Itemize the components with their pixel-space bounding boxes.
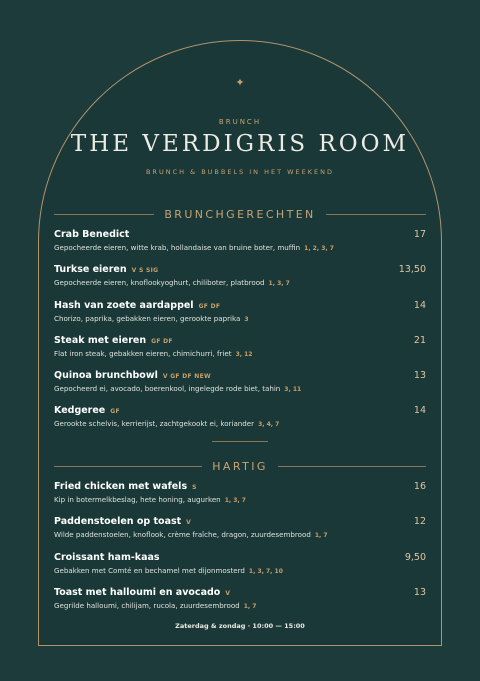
dietary-tags: S xyxy=(192,484,197,491)
section-heading: HARTIG xyxy=(212,460,268,473)
item-name: Fried chicken met wafels xyxy=(54,481,188,492)
menu-item xyxy=(54,552,426,575)
item-description xyxy=(54,243,426,252)
item-name: Paddenstoelen op toast xyxy=(54,516,182,528)
menu-item xyxy=(54,405,426,428)
section-rule-right xyxy=(326,214,426,215)
item-description-text: Gepocheerd ei, avocado, boerenkool, ingelegde rode biet, tahin xyxy=(54,384,281,394)
star-icon: ✦ xyxy=(235,76,245,89)
dietary-tags: V xyxy=(225,589,231,597)
dietary-tags: GF DF xyxy=(198,302,221,310)
item-name: Turkse eieren xyxy=(54,264,127,276)
dietary-tags: GF xyxy=(110,408,120,416)
section-title-hartig xyxy=(54,460,426,473)
section-heading: BRUNCHGERECHTEN xyxy=(164,208,316,221)
item-price: 21 xyxy=(413,334,426,346)
hartig-items xyxy=(54,481,426,622)
dietary-tags: V xyxy=(186,519,192,527)
item-price: 16 xyxy=(413,481,426,492)
section-rule-left xyxy=(54,466,202,467)
item-price: 13 xyxy=(413,586,426,598)
menu-item xyxy=(54,587,426,610)
item-price: 12 xyxy=(413,516,426,528)
item-name: Quinoa brunchbowl xyxy=(54,370,158,382)
item-description-text: Kip in botermelkbeslag, hete honing, augurken xyxy=(54,495,221,504)
section-rule-right xyxy=(278,466,426,467)
brunch-items xyxy=(54,229,426,441)
item-name: Toast met halloumi en avocado xyxy=(54,586,221,598)
item-description xyxy=(54,384,426,393)
item-description xyxy=(54,530,426,539)
item-price: 17 xyxy=(413,229,426,240)
item-description xyxy=(54,419,426,428)
item-description xyxy=(54,495,426,504)
item-name: Steak met eieren xyxy=(54,334,147,346)
allergen-codes: 3, 4, 7 xyxy=(258,421,280,429)
dietary-tags: V GF DF NEW xyxy=(162,373,211,381)
item-description-text: Wilde paddenstoelen, knoflook, crème fraîche, dragon, zuurdesembrood xyxy=(54,530,311,540)
item-name: Kedgeree xyxy=(54,405,106,417)
item-name: Croissant ham-kaas xyxy=(54,551,160,563)
dietary-tags: GF DF xyxy=(151,337,173,345)
allergen-codes: 1, 3, 7 xyxy=(224,497,246,504)
menu-item xyxy=(54,229,426,252)
menu-item xyxy=(54,335,426,358)
item-description-text: Gegrilde halloumi, chilijam, rucola, zuurdesembrood xyxy=(54,600,240,610)
allergen-codes: 1, 3, 7 xyxy=(268,280,290,288)
section-divider xyxy=(212,441,268,442)
allergen-codes: 3 xyxy=(244,315,249,323)
item-description xyxy=(54,349,426,358)
allergen-codes: 1, 7 xyxy=(243,602,257,610)
item-description xyxy=(54,278,426,287)
allergen-codes: 3, 12 xyxy=(235,350,253,358)
item-description-text: Flat iron steak, gebakken eieren, chimichurri, friet xyxy=(54,348,232,358)
item-price: 13,50 xyxy=(398,264,426,276)
item-price: 9,50 xyxy=(404,551,426,563)
item-description xyxy=(54,314,426,323)
item-description-text: Chorizo, paprika, gebakken eieren, gerookte paprika xyxy=(54,313,241,323)
allergen-codes: 1, 7 xyxy=(314,532,328,540)
item-description xyxy=(54,566,426,575)
allergen-codes: 1, 2, 3, 7 xyxy=(304,245,334,252)
menu-item xyxy=(54,370,426,393)
item-price: 14 xyxy=(413,299,426,311)
dietary-tags: V S SIG xyxy=(131,267,159,275)
menu-item xyxy=(54,264,426,287)
item-description-text: Gepocheerde eieren, witte krab, hollandaise van bruine boter, muffin xyxy=(54,243,301,252)
allergen-codes: 3, 11 xyxy=(284,386,302,394)
item-description-text: Gebakken met Comté en bechamel met dijonmosterd xyxy=(54,565,245,575)
item-name: Hash van zoete aardappel xyxy=(54,299,194,311)
opening-hours: Zaterdag & zondag · 10:00 — 15:00 xyxy=(175,622,305,630)
section-rule-left xyxy=(54,214,154,215)
menu-item xyxy=(54,300,426,323)
section-title-brunch xyxy=(54,208,426,221)
menu-eyebrow: BRUNCH xyxy=(218,118,262,126)
item-name: Crab Benedict xyxy=(54,229,130,240)
item-description xyxy=(54,601,426,610)
restaurant-tagline: BRUNCH & BUBBELS IN HET WEEKEND xyxy=(145,168,335,176)
menu-item xyxy=(54,481,426,504)
allergen-codes: 1, 3, 7, 10 xyxy=(248,567,283,575)
restaurant-title: THE VERDIGRIS ROOM xyxy=(70,131,410,157)
item-price: 14 xyxy=(413,405,426,417)
menu-item xyxy=(54,516,426,539)
item-price: 13 xyxy=(413,370,426,382)
item-description-text: Gepocheerde eieren, knoflookyoghurt, chiliboter, platbrood xyxy=(54,278,265,288)
item-description-text: Gerookte schelvis, kerrierijst, zachtgekookt ei, koriander xyxy=(54,419,255,429)
